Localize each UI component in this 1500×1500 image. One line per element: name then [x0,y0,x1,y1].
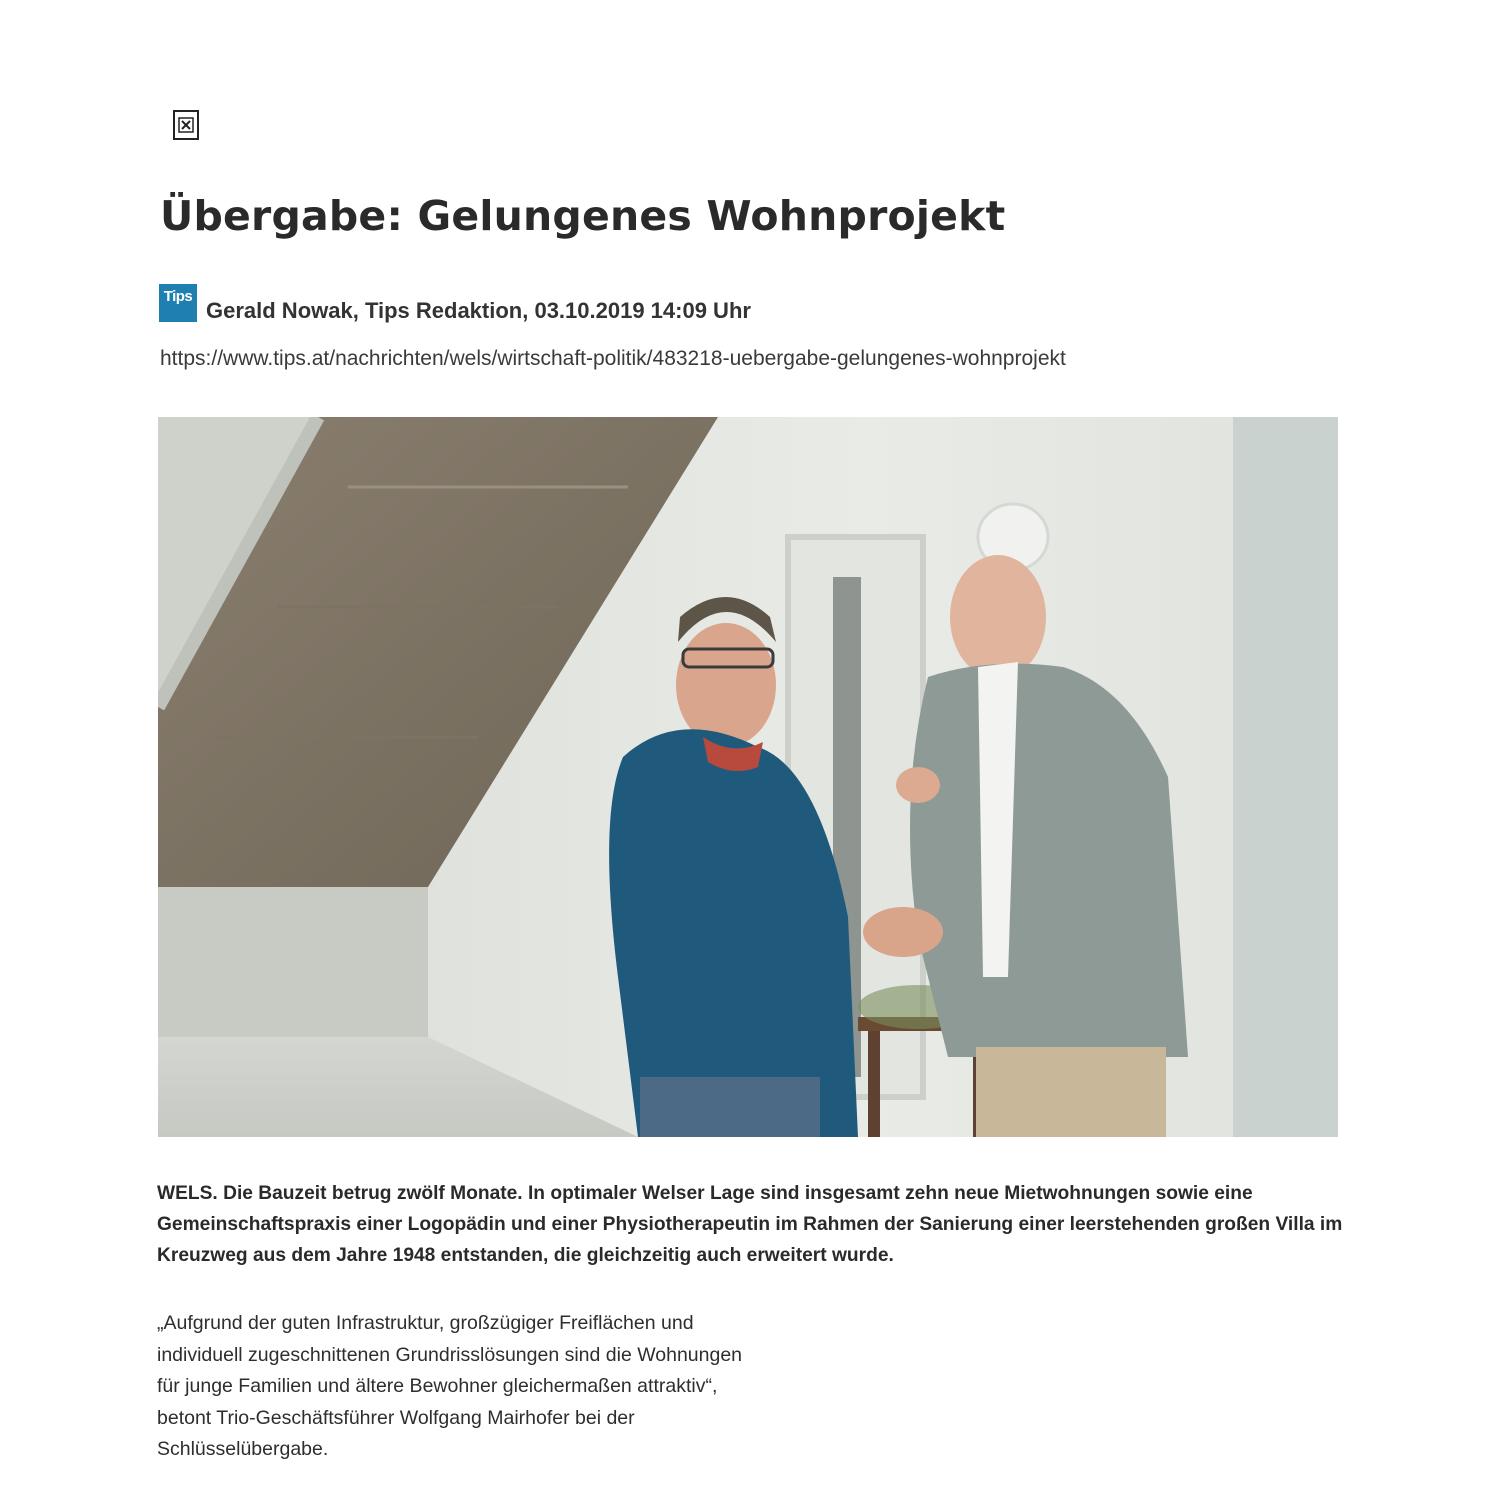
byline-row [159,284,751,326]
tips-logo-text: Tips [163,288,193,305]
article-lead: WELS. Die Bauzeit betrug zwölf Monate. In optimaler Welser Lage sind insgesamt zehn neue Mietwohnungen sowie eine Gemeinschaftspraxis einer Logopädin und einer Physiotherapeutin im Rahmen der Sanierung einer leerstehenden großen Villa im Kreuzweg aus dem Jahre 1948 entstanden, die gleichzeitig auch erweitert wurde. [157,1183,1343,1266]
article-url[interactable]: https://www.tips.at/nachrichten/wels/wirtschaft-politik/483218-uebergabe-gelungenes-wohnprojekt [160,347,1066,370]
article-byline: Gerald Nowak, Tips Redaktion, 03.10.2019 14:09 Uhr [206,298,751,323]
tips-logo [159,284,197,322]
article-title: Übergabe: Gelungenes Wohnprojekt [160,192,1006,240]
broken-image-icon [173,110,199,140]
article-quote: „Aufgrund der guten Infrastruktur, großzügiger Freiflächen und individuell zugeschnittenen Grundrisslösungen sind die Wohnungen für junge Familien und ältere Bewohner gleichermaßen attraktiv“, betont Trio-Geschäftsführer Wolfgang Mairhofer bei der Schlüsselübergabe. [157,1312,743,1460]
article-photo [158,417,1338,1137]
